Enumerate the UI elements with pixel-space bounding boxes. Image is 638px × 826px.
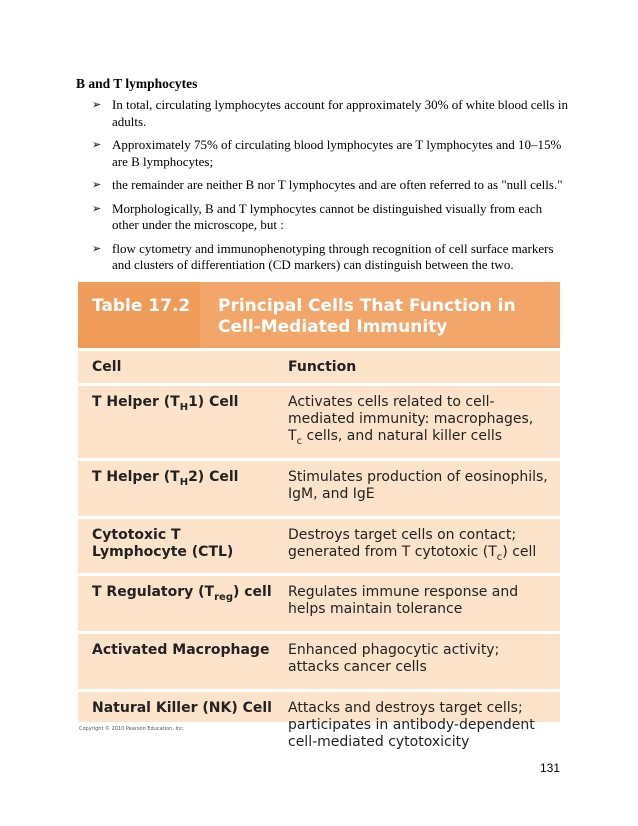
list-item: [92, 137, 572, 170]
cell-function: Destroys target cells on contact; generated from T cytotoxic $(T_c)$ cell: [288, 526, 537, 563]
column-header-row: [78, 348, 560, 386]
bullet-text: the remainder are neither B nor T lymphocytes and are often referred to as "null cells.": [112, 177, 563, 192]
table-row: [78, 519, 560, 577]
bullet-text: Approximately 75% of circulating blood lymphocytes are T lymphocytes and 10–15% are B lymphocytes;: [112, 137, 562, 169]
column-header-cell: Cell: [92, 358, 122, 375]
cell-function: Regulates immune response and helps maintain tolerance: [288, 584, 519, 618]
list-item: [92, 201, 572, 234]
cell-name: T Helper $(T_H2)$ Cell: [92, 468, 239, 488]
cell-name: Cytotoxic T Lymphocyte (CTL): [92, 526, 234, 560]
arrow-bullet-icon: ➢: [92, 241, 102, 255]
table-row: [78, 576, 560, 634]
bullet-text: flow cytometry and immunophenotyping through recognition of cell surface markers and clusters of differentiation (CD markers) can distinguish between the two.: [112, 240, 554, 272]
list-item: [92, 177, 572, 194]
table-caption: Principal Cells That Function in Cell-Mediated Immunity: [218, 296, 516, 337]
column-header-function: Function: [288, 358, 357, 375]
cell-function: Stimulates production of eosinophils, IgM, and IgE: [288, 468, 548, 502]
list-item: [92, 97, 572, 130]
bullet-list: [92, 97, 572, 281]
table-row: [78, 386, 560, 461]
arrow-bullet-icon: ➢: [92, 98, 102, 111]
bullet-text: In total, circulating lymphocytes account for approximately 30% of white blood cells in adults.: [112, 97, 568, 129]
cell-function: Enhanced phagocytic activity; attacks cancer cells: [288, 642, 500, 676]
arrow-bullet-icon: ➢: [92, 201, 102, 215]
table-row: [78, 634, 560, 692]
table-header: [78, 282, 560, 348]
arrow-bullet-icon: ➢: [92, 138, 102, 151]
copyright-note: Copyright © 2010 Pearson Education, Inc.: [79, 726, 185, 732]
cell-name: Natural Killer (NK) Cell: [92, 699, 272, 716]
cell-function: Activates cells related to cell-mediated immunity: macrophages, $T_c$ cells, and natural killer cells: [288, 394, 534, 447]
arrow-bullet-icon: ➢: [92, 178, 102, 191]
cell-name: Activated Macrophage: [92, 642, 270, 659]
section-heading: B and T lymphocytes: [76, 76, 198, 91]
cell-name: T Regulatory $(T_{reg})$ cell: [92, 584, 272, 604]
cell-function: Attacks and destroys target cells; participates in antibody-dependent cell-mediated cytotoxicity: [288, 699, 535, 750]
cell-name: T Helper $(T_H1)$ Cell: [92, 394, 239, 413]
page-number: 131: [540, 761, 561, 775]
table-row: [78, 461, 560, 519]
bullet-text: Morphologically, B and T lymphocytes cannot be distinguished visually from each other under the microscope, but :: [112, 200, 543, 232]
list-item: [92, 241, 572, 274]
table-label: Table 17.2: [78, 282, 200, 348]
